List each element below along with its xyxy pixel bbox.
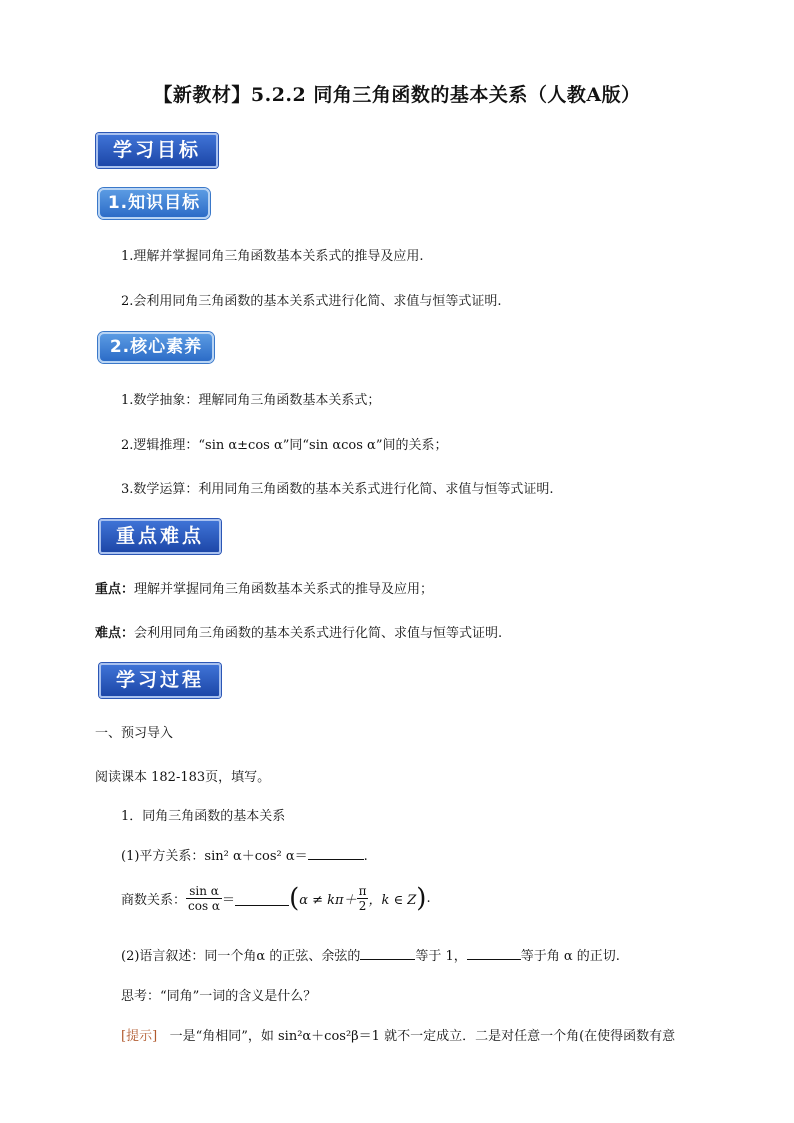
- literacy-item-3: 3.数学运算：利用同角三角函数的基本关系式进行化简、求值与恒等式证明.: [121, 482, 554, 497]
- reading-instruction: 阅读课本 182-183页，填写。: [95, 770, 271, 785]
- quotient-label: 商数关系：: [121, 893, 187, 908]
- section-badge-literacy: 2.核心素养: [98, 332, 214, 363]
- literacy-item-1: 1.数学抽象：理解同角三角函数基本关系式；: [121, 393, 381, 408]
- condition-period: .: [426, 891, 431, 906]
- difficulty-label: 难点：: [95, 626, 135, 641]
- condition-numerator: π: [358, 884, 367, 898]
- quotient-equals: ＝: [222, 893, 236, 908]
- section-badge-process: 学习过程: [99, 663, 221, 698]
- key-label: 重点：: [95, 582, 135, 597]
- difficulty-text: 会利用同角三角函数的基本关系式进行化简、求值与恒等式证明.: [134, 626, 503, 641]
- quotient-relation: [121, 884, 431, 913]
- condition-right: ，k ∈ Z: [368, 893, 417, 908]
- think-question: 思考：“同角”一词的含义是什么？: [121, 989, 317, 1004]
- knowledge-item-1: 1.理解并掌握同角三角函数基本关系式的推导及应用.: [121, 249, 424, 264]
- square-relation-period: .: [363, 849, 368, 864]
- paren-open: (: [289, 883, 300, 914]
- key-point-line: [95, 578, 433, 597]
- verbal-text-1: (2)语言叙述：同一个角α 的正弦、余弦的: [121, 949, 361, 964]
- quotient-denominator: cos α: [188, 899, 221, 913]
- knowledge-item-2: 2.会利用同角三角函数的基本关系式进行化简、求值与恒等式证明.: [121, 294, 502, 309]
- square-relation-blank[interactable]: [308, 846, 364, 860]
- literacy-item-2: 2.逻辑推理：“sin α±cos α”同“sin αcos α”间的关系；: [121, 438, 448, 453]
- section-badge-knowledge: 1.知识目标: [98, 188, 210, 219]
- paren-close: ): [416, 883, 427, 914]
- hint-label: [提示]: [121, 1029, 158, 1044]
- verbal-relation: [121, 945, 620, 964]
- square-relation: [121, 845, 368, 864]
- condition-left: α ≠ kπ＋: [299, 893, 357, 908]
- verbal-blank-1[interactable]: [360, 946, 415, 960]
- condition-fraction: [357, 884, 369, 913]
- verbal-text-3: 等于角 α 的正切.: [520, 949, 620, 964]
- verbal-text-2: 等于 1，: [415, 949, 467, 964]
- page-title: 【新教材】5.2.2 同角三角函数的基本关系（人教A版）: [153, 84, 641, 106]
- quotient-blank[interactable]: [235, 892, 289, 906]
- hint-line: [121, 1025, 675, 1044]
- section-badge-objectives: 学习目标: [96, 133, 218, 168]
- hint-text: 一是“角相同”，如 sin²α＋cos²β＝1 就不一定成立．二是对任意一个角(在使得函数有意: [169, 1029, 676, 1044]
- difficulty-line: [95, 622, 502, 641]
- item-heading: 1．同角三角函数的基本关系: [121, 809, 286, 824]
- quotient-numerator: sin α: [186, 884, 222, 899]
- part-heading: 一、预习导入: [95, 726, 174, 741]
- square-relation-text: (1)平方关系：sin² α＋cos² α＝: [121, 849, 308, 864]
- section-badge-key: 重点难点: [99, 519, 221, 554]
- verbal-blank-2[interactable]: [467, 946, 521, 960]
- quotient-fraction: [186, 884, 222, 913]
- condition-denominator: 2: [358, 899, 367, 913]
- key-text: 理解并掌握同角三角函数基本关系式的推导及应用；: [134, 582, 434, 597]
